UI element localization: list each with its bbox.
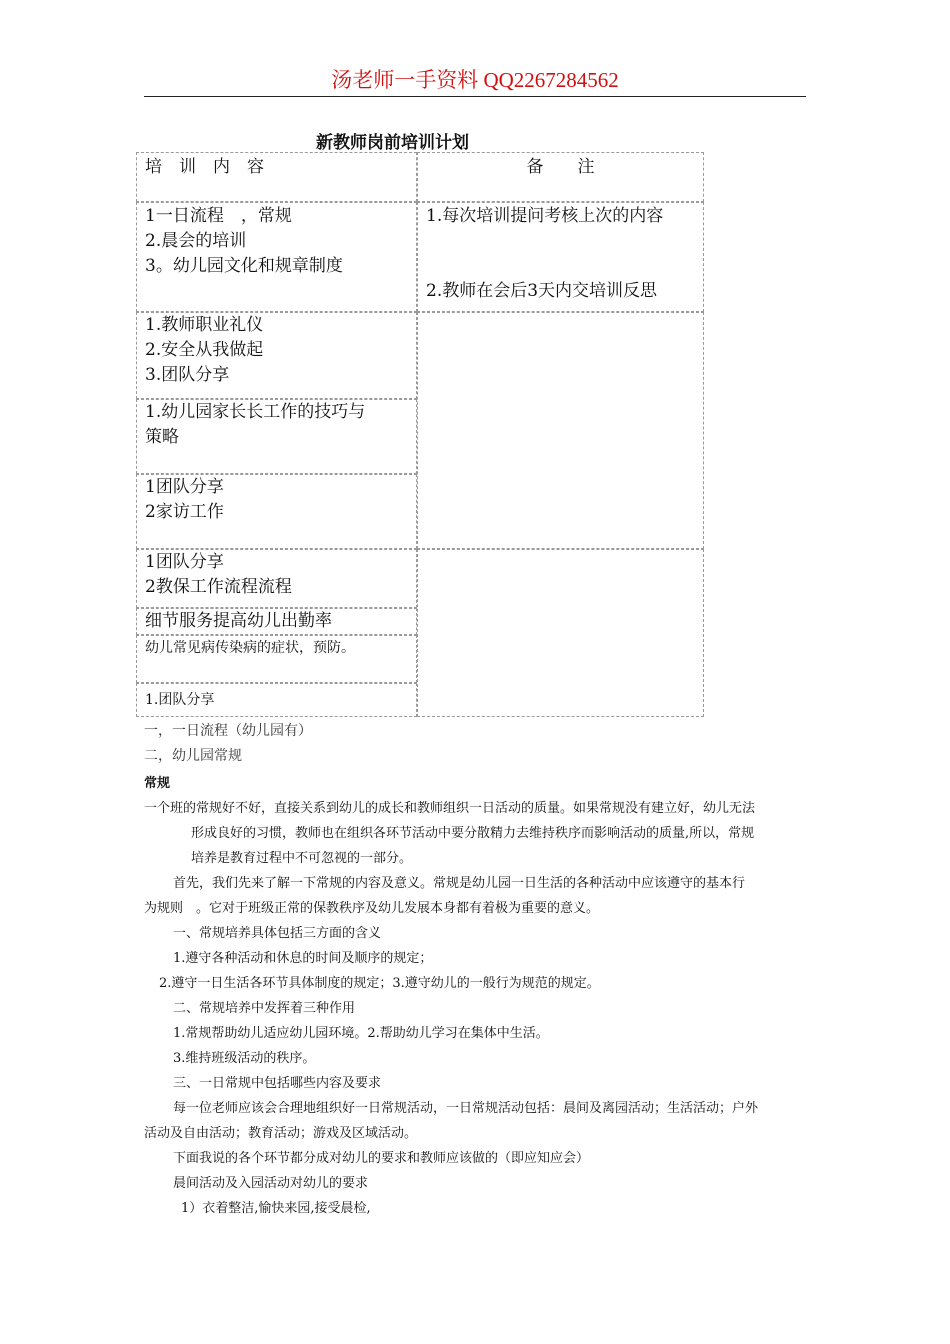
row1-line-1: 1一日流程 ，常规 [145,206,292,226]
row4-line-1: 1团队分享 [145,477,224,497]
row2-line-2: 2.安全从我做起 [145,340,264,360]
watermark-text: 汤老师一手资料 QQ2267284562 [331,68,619,92]
table-notes-empty-2 [417,549,704,717]
note-2: 2.教师在会后3天内交培训反思 [426,281,658,301]
paragraph-line-7: 1.遵守各种活动和休息的时间及顺序的规定； [173,951,433,966]
paragraph-line-3: 培养是教育过程中不可忽视的一部分。 [191,851,413,866]
paragraph-line-4: 首先，我们先来了解一下常规的内容及意义。常规是幼儿园一日生活的各种活动中应该遵守的基本行 [173,876,746,891]
watermark-header [144,60,806,97]
table-header-content-label: 培 训 内 容 [145,157,264,177]
paragraph-line-17: 1）衣着整洁,愉快来园,接受晨检, [181,1201,371,1216]
table-header-notes [417,152,704,202]
outline-item-1: 一，一日流程（幼儿园有） [144,723,312,739]
paragraph-line-13: 每一位老师应该会合理地组织好一日常规活动，一日常规活动包括：晨间及离园活动；生活活动；户外 [173,1101,759,1116]
table-header-notes-label: 备 注 [526,157,595,177]
row2-line-3: 3.团队分享 [145,365,230,385]
table-row-2 [136,312,417,399]
table-row-3 [136,399,417,474]
row3-line-1: 1.幼儿园家长长工作的技巧与 [145,402,366,422]
paragraph-line-8: 2.遵守一日生活各环节具体制度的规定；3.遵守幼儿的一般行为规范的规定。 [159,976,600,991]
paragraph-line-9: 二、常规培养中发挥着三种作用 [173,1001,356,1016]
paragraph-line-6: 一、常规培养具体包括三方面的含义 [173,926,382,941]
table-row-1 [136,202,417,312]
table-notes-empty-1 [417,312,704,549]
table-header-content [136,152,417,202]
paragraph-line-15: 下面我说的各个环节都分成对幼儿的要求和教师应该做的（即应知应会） [173,1151,590,1166]
paragraph-line-14: 活动及自由活动；教育活动；游戏及区域活动。 [144,1126,418,1141]
table-row-6 [136,608,417,635]
row5-line-2: 2教保工作流程流程 [145,577,292,597]
note-1: 1.每次培训提问考核上次的内容 [426,206,664,226]
paragraph-line-2: 形成良好的习惯，教师也在组织各环节活动中要分散精力去维持秩序而影响活动的质量,所以，常规 [191,826,755,841]
row1-line-2: 2.晨会的培训 [145,231,247,251]
paragraph-line-10: 1.常规帮助幼儿适应幼儿园环境。2.帮助幼儿学习在集体中生活。 [173,1026,549,1041]
row2-line-1: 1.教师职业礼仪 [145,315,264,335]
paragraph-line-16: 晨间活动及入园活动对幼儿的要求 [173,1176,369,1191]
table-row-4 [136,474,417,549]
table-row-7 [136,635,417,683]
paragraph-line-1: 一个班的常规好不好，直接关系到幼儿的成长和教师组织一日活动的质量。如果常规没有建立好，幼儿无法 [144,801,756,816]
row7-line: 幼儿常见病传染病的症状，预防。 [145,640,355,656]
row5-line-1: 1团队分享 [145,552,224,572]
row4-line-2: 2家访工作 [145,502,224,522]
row6-line: 细节服务提高幼儿出勤率 [145,611,332,631]
document-title: 新教师岗前培训计划 [316,133,469,153]
outline-item-2: 二，幼儿园常规 [144,748,242,764]
paragraph-line-12: 三、一日常规中包括哪些内容及要求 [173,1076,382,1091]
table-row-5 [136,549,417,608]
row8-line: 1.团队分享 [145,692,215,708]
row1-line-3: 3。幼儿园文化和规章制度 [145,256,343,276]
row3-line-2: 策略 [145,427,179,447]
paragraph-line-11: 3.维持班级活动的秩序。 [173,1051,316,1066]
table-notes-cell [417,202,704,312]
paragraph-line-5: 为规则 。它对于班级正常的保教秩序及幼儿发展本身都有着极为重要的意义。 [144,901,600,916]
section-heading: 常规 [144,776,171,791]
table-row-8 [136,683,417,717]
